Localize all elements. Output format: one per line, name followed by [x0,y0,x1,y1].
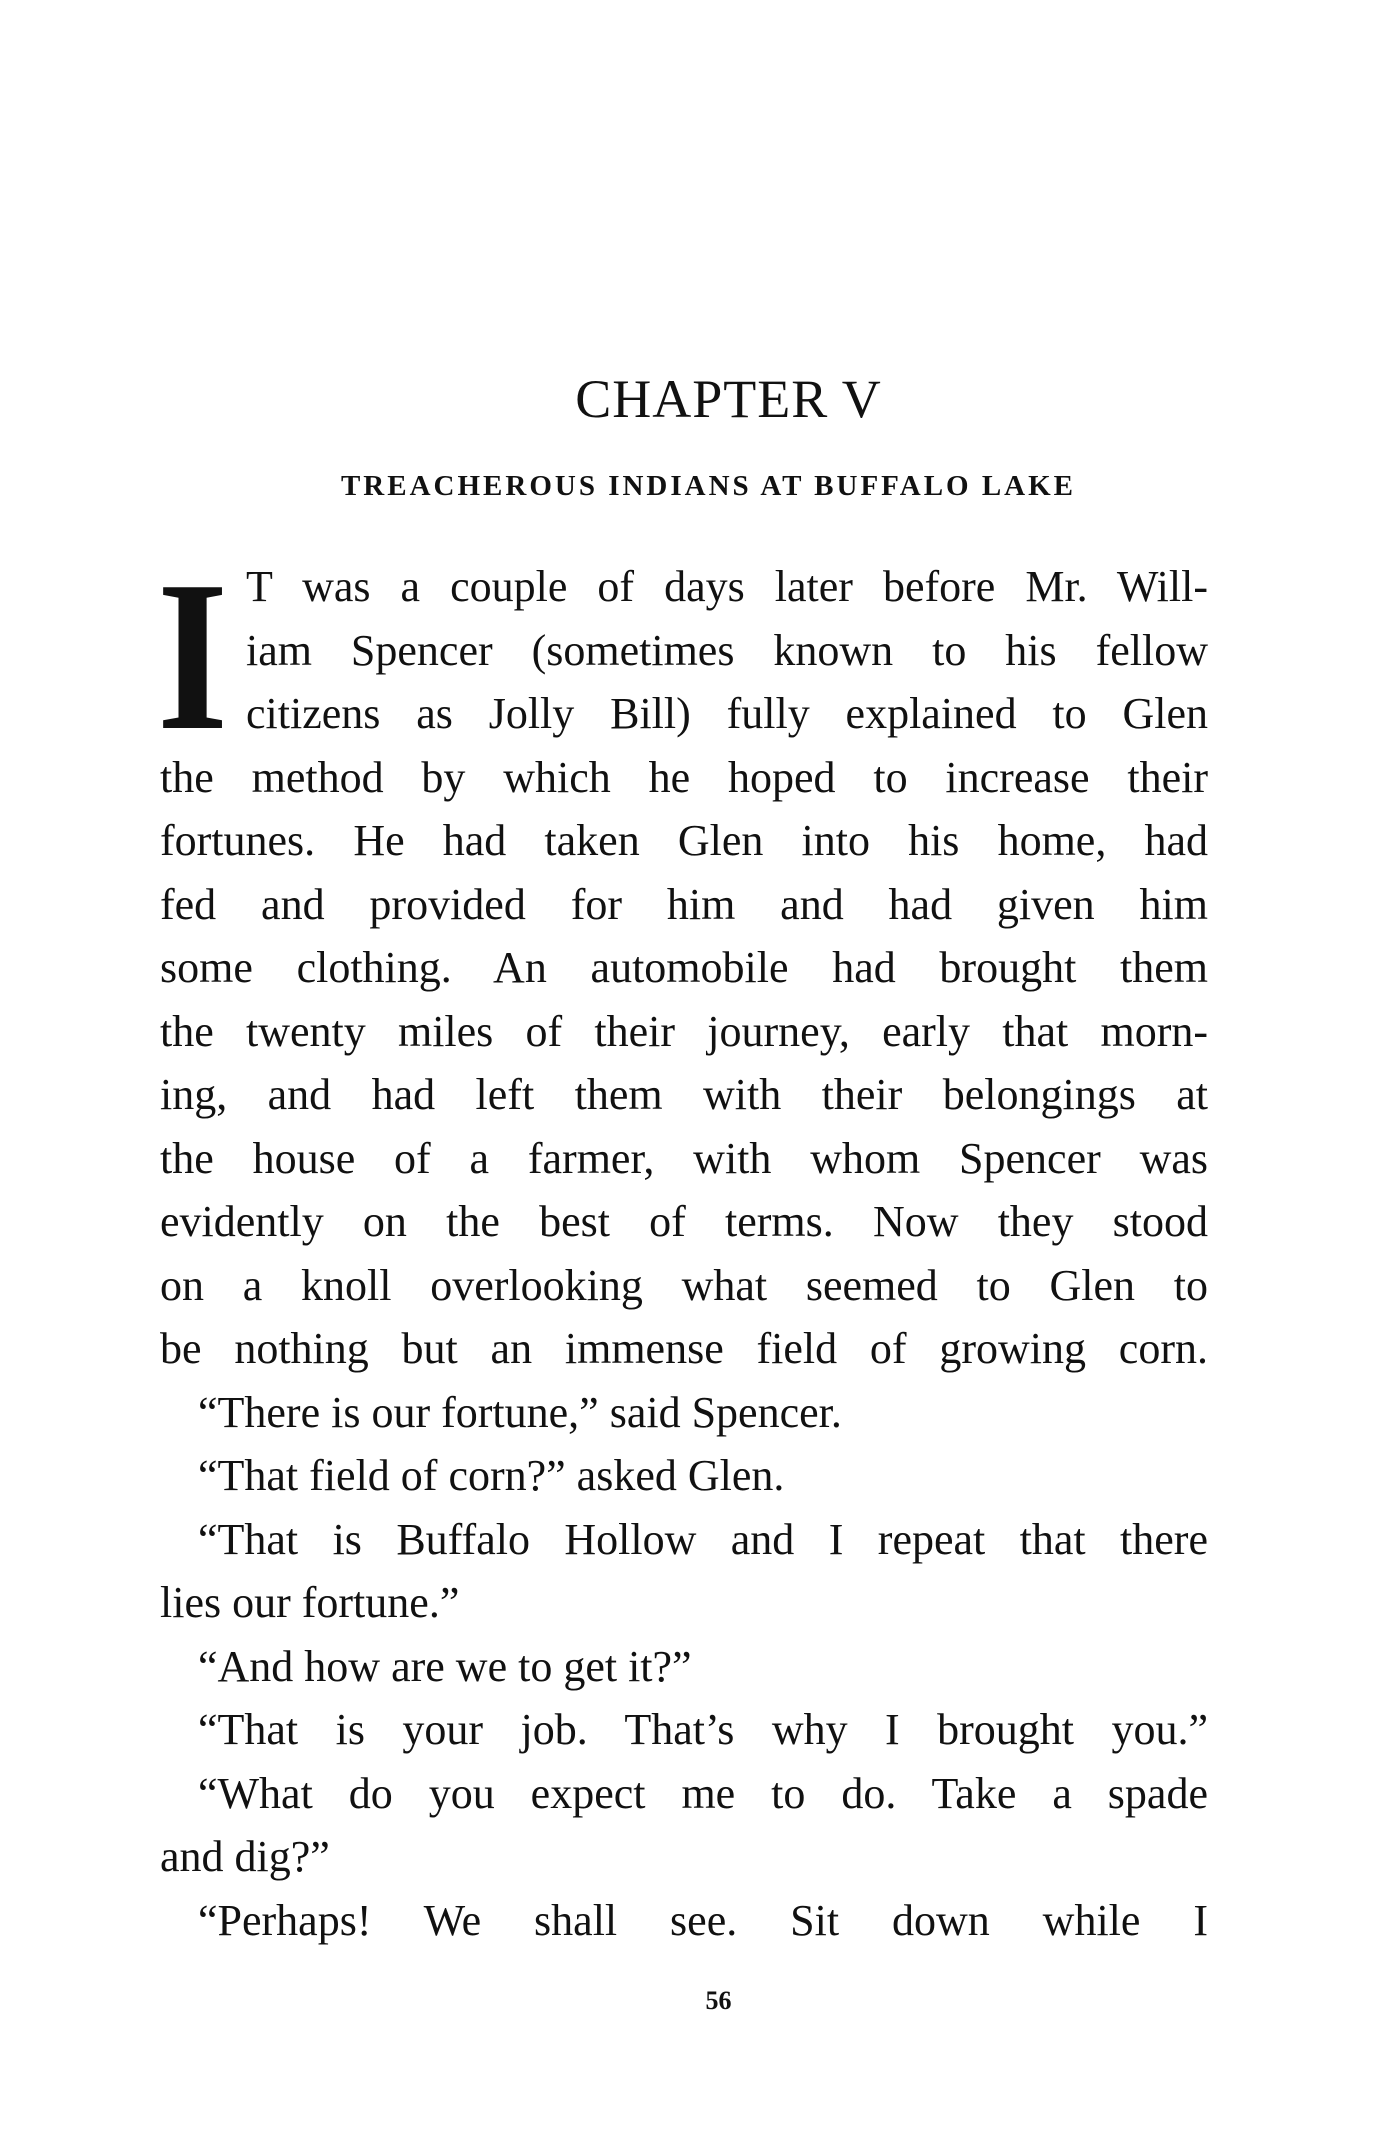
text-line: evidently on the best of terms. Now they stood [160,1197,1208,1246]
text-line: “That field of corn?” asked Glen. [198,1451,785,1500]
chapter-heading: CHAPTER V [575,369,882,429]
text-line: the twenty miles of their journey, early that morn- [160,1006,1208,1056]
body-text [160,555,1208,1952]
text-line: and dig?” [160,1832,330,1881]
text-line: “What do you expect me to do. Take a spade [198,1768,1208,1818]
text-line: the method by which he hoped to increase their [160,752,1208,802]
text-line: citizens as Jolly Bill) fully explained to Glen [246,689,1208,738]
text-line: lies our fortune.” [160,1578,460,1627]
text-line: be nothing but an immense field of growing corn. [160,1324,1208,1373]
text-line: ing, and had left them with their belongings at [160,1070,1208,1119]
text-line: “That is Buffalo Hollow and I repeat that there [198,1514,1208,1564]
text-line: T was a couple of days later before Mr. Will- [246,562,1208,611]
text-line: the house of a farmer, with whom Spencer was [160,1133,1208,1183]
text-line: “There is our fortune,” said Spencer. [198,1387,842,1437]
text-line: iam Spencer (sometimes known to his fellow [246,625,1208,675]
text-line: on a knoll overlooking what seemed to Glen to [160,1260,1208,1310]
text-line: some clothing. An automobile had brought them [160,943,1208,992]
chapter-subtitle: TREACHEROUS INDIANS AT BUFFALO LAKE [340,470,1077,502]
text-line: fortunes. He had taken Glen into his home, had [160,816,1208,865]
page-number: 56 [705,1986,732,2015]
drop-cap: I [157,536,229,775]
text-line: “And how are we to get it?” [198,1641,692,1691]
text-line: “That is your job. That’s why I brought you.” [198,1705,1208,1754]
text-line: fed and provided for him and had given him [160,879,1208,929]
text-line: “Perhaps! We shall see. Sit down while I [198,1895,1208,1945]
